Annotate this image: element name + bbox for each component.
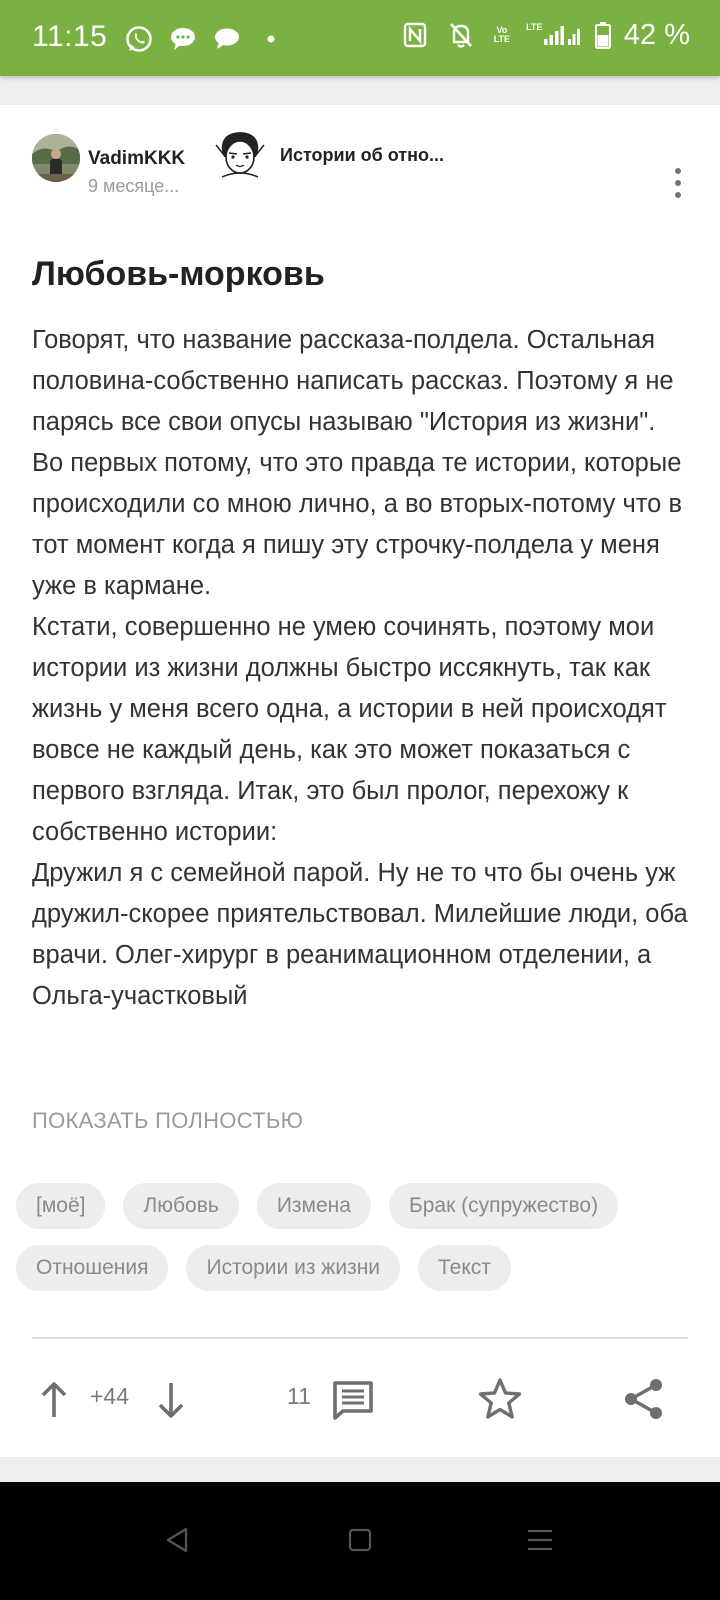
post-card [0, 105, 720, 1457]
tag-list [16, 1183, 706, 1291]
tag-chip[interactable]: Текст [418, 1245, 511, 1291]
recents-icon[interactable] [518, 1518, 562, 1562]
status-bar [0, 0, 720, 76]
community-avatar-icon[interactable] [212, 127, 268, 183]
downvote-icon[interactable] [151, 1377, 191, 1423]
comments-icon[interactable] [330, 1377, 376, 1423]
tag-chip[interactable]: [моё] [16, 1183, 105, 1229]
community-name[interactable]: Истории об отно... [280, 145, 444, 165]
upvote-icon[interactable] [34, 1377, 74, 1423]
notification-icons [122, 22, 288, 56]
battery-icon [594, 18, 612, 52]
post-body-text: Говорят, что название рассказа-полдела. Остальная половина-собственно написать рассказ. Поэтому я не парясь все свои опусы называю "История из жизни". Во первых потому, что это правда те истории, которые происходили со мною лично, а во вторых-потому что в тот момент когда я пишу эту строчку-полдела у меня уже в кармане. Кстати, совершенно не умею сочинять, поэтому мои истории из жизни должны быстро иссякнуть, так как жизнь у меня всего одна, а истории в ней происходят вовсе не каждый день, как это может показаться с первого взгляда. Итак, это был пролог, перехожу к собственно истории: Дружил я с семейной парой. Ну не то что бы очень уж дружил-скорее приятельствовал. Милейшие люди, оба врачи. Олег-хирург в реанимационном отделении, а Ольга-участковый [32, 326, 688, 1010]
tag-chip[interactable]: Истории из жизни [186, 1245, 400, 1291]
share-icon[interactable] [620, 1375, 668, 1423]
more-options-icon[interactable] [660, 165, 696, 201]
author-avatar[interactable] [32, 134, 80, 182]
tag-chip[interactable]: Брак (супружество) [389, 1183, 618, 1229]
tag-chip[interactable]: Измена [257, 1183, 371, 1229]
show-more-button[interactable]: ПОКАЗАТЬ ПОЛНОСТЬЮ [32, 1108, 304, 1133]
status-time: 11:15 [32, 20, 108, 53]
dot-icon [254, 22, 288, 56]
post-body [32, 320, 692, 1080]
lte-signal-icon [526, 18, 582, 52]
home-icon[interactable] [338, 1518, 382, 1562]
chat-icon [210, 22, 244, 56]
navigation-bar [0, 1482, 720, 1600]
mute-bell-icon [444, 18, 478, 52]
comments-count[interactable]: 11 [287, 1383, 311, 1409]
back-icon[interactable] [155, 1518, 199, 1562]
nfc-icon [398, 18, 432, 52]
lte-label: LTE [525, 22, 543, 32]
whatsapp-icon [122, 22, 156, 56]
post-time: 9 месяце... [88, 176, 180, 196]
save-star-icon[interactable] [476, 1375, 524, 1423]
body-fade [0, 1045, 720, 1085]
divider [32, 1337, 688, 1339]
post-actions [0, 1355, 720, 1445]
author-name[interactable]: VadimKKK [88, 148, 186, 169]
tag-chip[interactable]: Любовь [123, 1183, 238, 1229]
post-title[interactable]: Любовь-морковь [32, 255, 325, 293]
system-icons [398, 18, 690, 52]
rating-value: +44 [90, 1383, 130, 1409]
volte-icon: Vo LTE [493, 25, 511, 44]
post-header [0, 105, 720, 215]
tag-chip[interactable]: Отношения [16, 1245, 168, 1291]
battery-percent: 42 % [623, 18, 690, 51]
message-bubbles-icon [166, 22, 200, 56]
